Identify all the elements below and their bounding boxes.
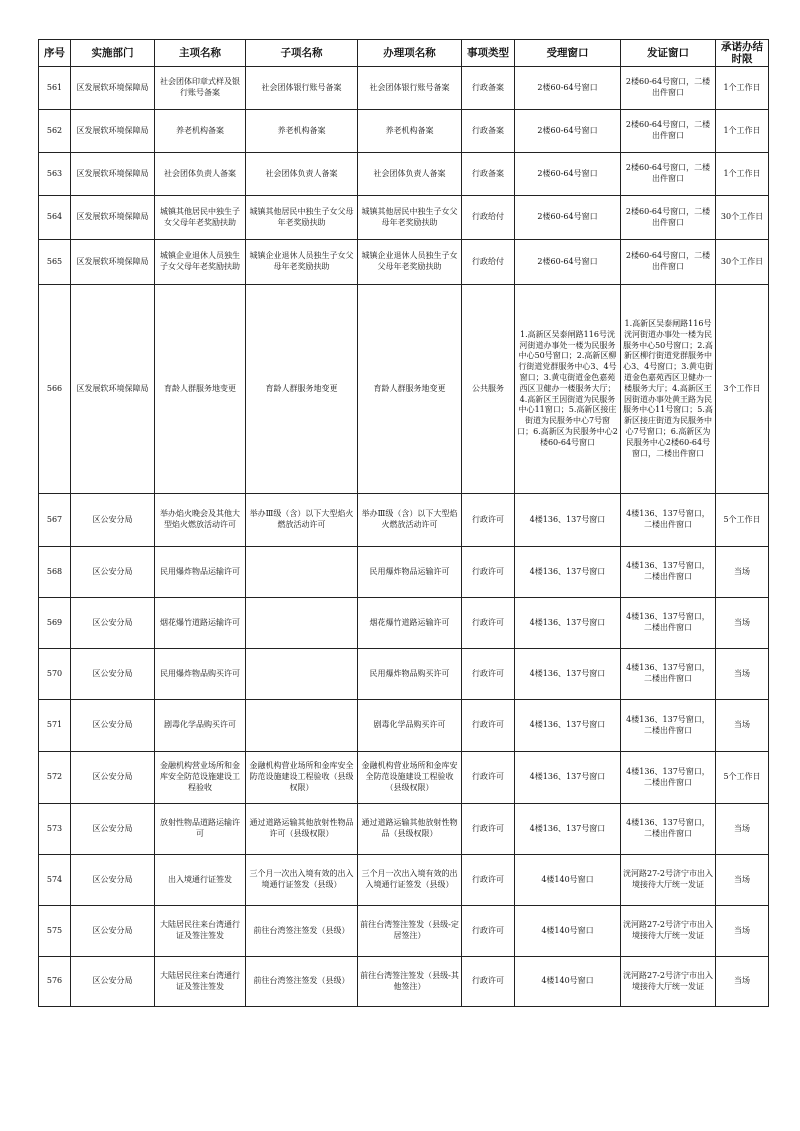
cell-issue: 4楼136、137号窗口，二楼出件窗口 xyxy=(621,752,716,804)
col-header-main: 主项名称 xyxy=(155,40,246,67)
cell-main: 民用爆炸物品运输许可 xyxy=(155,547,246,598)
table-row xyxy=(39,196,769,240)
cell-item: 城镇其他居民中独生子女父母年老奖励扶助 xyxy=(358,196,462,240)
cell-main: 养老机构备案 xyxy=(155,110,246,153)
cell-limit: 当场 xyxy=(716,855,769,906)
cell-type: 行政许可 xyxy=(462,700,515,752)
col-header-type: 事项类型 xyxy=(462,40,515,67)
cell-limit: 5个工作日 xyxy=(716,494,769,547)
cell-limit: 当场 xyxy=(716,700,769,752)
cell-limit: 当场 xyxy=(716,598,769,649)
cell-item: 烟花爆竹道路运输许可 xyxy=(358,598,462,649)
cell-item: 前往台湾签注签发（县级-定居签注） xyxy=(358,906,462,957)
cell-accept: 4楼136、137号窗口 xyxy=(515,547,621,598)
cell-main: 金融机构营业场所和金库安全防范设施建设工程验收 xyxy=(155,752,246,804)
cell-item: 社会团体银行账号备案 xyxy=(358,67,462,110)
cell-item: 三个月一次出入境有效的出入境通行证签发（县级） xyxy=(358,855,462,906)
cell-accept: 4楼136、137号窗口 xyxy=(515,700,621,752)
table-row xyxy=(39,752,769,804)
cell-limit: 30个工作日 xyxy=(716,196,769,240)
cell-dept: 区公安分局 xyxy=(71,700,155,752)
cell-issue: 2楼60-64号窗口，二楼出件窗口 xyxy=(621,196,716,240)
cell-no: 567 xyxy=(39,494,71,547)
cell-sub: 城镇其他居民中独生子女父母年老奖励扶助 xyxy=(246,196,358,240)
cell-no: 562 xyxy=(39,110,71,153)
col-header-item: 办理项名称 xyxy=(358,40,462,67)
cell-limit: 当场 xyxy=(716,804,769,855)
cell-accept: 4楼136、137号窗口 xyxy=(515,649,621,700)
cell-main: 出入境通行证签发 xyxy=(155,855,246,906)
table-row xyxy=(39,494,769,547)
cell-main: 城镇其他居民中独生子女父母年老奖励扶助 xyxy=(155,196,246,240)
cell-limit: 当场 xyxy=(716,906,769,957)
cell-sub: 通过道路运输其他放射性物品许可（县级权限） xyxy=(246,804,358,855)
cell-type: 行政许可 xyxy=(462,494,515,547)
cell-accept: 2楼60-64号窗口 xyxy=(515,196,621,240)
col-header-limit: 承诺办结时限 xyxy=(716,40,769,67)
cell-issue: 1.高新区吴泰闸路116号洸河街道办事处一楼为民服务中心50号窗口；2.高新区柳行街道党群服务中心3、4号窗口；3.黄屯街道金色嘉苑西区卫健办一楼服务大厅；4.高新区王因街道办事处黄王路为民服务中心11号窗口；5.高新区接庄街道为民服务中心7号窗口；6.高新区为民服务中心2楼60-64号窗口，二楼出件窗口 xyxy=(621,285,716,494)
cell-no: 565 xyxy=(39,240,71,285)
cell-type: 行政许可 xyxy=(462,649,515,700)
cell-accept: 1.高新区吴泰闸路116号洸河街道办事处一楼为民服务中心50号窗口；2.高新区柳行街道党群服务中心3、4号窗口；3.黄屯街道金色嘉苑西区卫健办一楼服务大厅；4.高新区王因街道为民服务中心11窗口；5.高新区接庄街道为民服务中心7号窗口；6.高新区为民服务中心2楼60-64号窗口 xyxy=(515,285,621,494)
cell-limit: 当场 xyxy=(716,649,769,700)
cell-limit: 当场 xyxy=(716,957,769,1007)
cell-dept: 区发展软环境保障局 xyxy=(71,110,155,153)
cell-limit: 1个工作日 xyxy=(716,67,769,110)
cell-issue: 4楼136、137号窗口，二楼出件窗口 xyxy=(621,494,716,547)
cell-item: 通过道路运输其他放射性物品（县级权限） xyxy=(358,804,462,855)
cell-main: 举办焰火晚会及其他大型焰火燃放活动许可 xyxy=(155,494,246,547)
cell-issue: 4楼136、137号窗口，二楼出件窗口 xyxy=(621,649,716,700)
cell-no: 568 xyxy=(39,547,71,598)
table-row xyxy=(39,700,769,752)
cell-dept: 区发展软环境保障局 xyxy=(71,67,155,110)
cell-dept: 区发展软环境保障局 xyxy=(71,285,155,494)
cell-issue: 洸河路27-2号济宁市出入境接待大厅统一发证 xyxy=(621,957,716,1007)
cell-no: 563 xyxy=(39,153,71,196)
cell-limit: 1个工作日 xyxy=(716,110,769,153)
cell-type: 行政许可 xyxy=(462,957,515,1007)
cell-accept: 4楼140号窗口 xyxy=(515,906,621,957)
cell-type: 行政许可 xyxy=(462,598,515,649)
cell-type: 行政给付 xyxy=(462,240,515,285)
cell-dept: 区公安分局 xyxy=(71,649,155,700)
cell-dept: 区公安分局 xyxy=(71,752,155,804)
cell-accept: 2楼60-64号窗口 xyxy=(515,153,621,196)
cell-issue: 2楼60-64号窗口，二楼出件窗口 xyxy=(621,240,716,285)
cell-sub: 社会团体负责人备案 xyxy=(246,153,358,196)
cell-sub: 育龄人群服务地变更 xyxy=(246,285,358,494)
table-row xyxy=(39,67,769,110)
cell-item: 民用爆炸物品运输许可 xyxy=(358,547,462,598)
cell-main: 城镇企业退休人员独生子女父母年老奖励扶助 xyxy=(155,240,246,285)
cell-dept: 区公安分局 xyxy=(71,855,155,906)
table-row xyxy=(39,957,769,1007)
cell-sub: 养老机构备案 xyxy=(246,110,358,153)
cell-accept: 2楼60-64号窗口 xyxy=(515,240,621,285)
cell-no: 572 xyxy=(39,752,71,804)
col-header-issue: 发证窗口 xyxy=(621,40,716,67)
cell-sub: 城镇企业退休人员独生子女父母年老奖励扶助 xyxy=(246,240,358,285)
cell-item: 养老机构备案 xyxy=(358,110,462,153)
cell-type: 行政备案 xyxy=(462,67,515,110)
cell-sub: 前往台湾签注签发（县级） xyxy=(246,906,358,957)
cell-limit: 1个工作日 xyxy=(716,153,769,196)
cell-item: 前往台湾签注签发（县级-其他签注） xyxy=(358,957,462,1007)
items-table xyxy=(38,39,769,1007)
cell-dept: 区公安分局 xyxy=(71,598,155,649)
cell-type: 公共服务 xyxy=(462,285,515,494)
cell-type: 行政备案 xyxy=(462,153,515,196)
cell-type: 行政许可 xyxy=(462,804,515,855)
table-row xyxy=(39,649,769,700)
cell-dept: 区公安分局 xyxy=(71,494,155,547)
table-row xyxy=(39,547,769,598)
table-row xyxy=(39,598,769,649)
table-row xyxy=(39,804,769,855)
cell-type: 行政给付 xyxy=(462,196,515,240)
cell-accept: 4楼140号窗口 xyxy=(515,855,621,906)
cell-accept: 2楼60-64号窗口 xyxy=(515,110,621,153)
cell-item: 社会团体负责人备案 xyxy=(358,153,462,196)
cell-item: 民用爆炸物品购买许可 xyxy=(358,649,462,700)
cell-no: 561 xyxy=(39,67,71,110)
cell-dept: 区公安分局 xyxy=(71,957,155,1007)
table-row xyxy=(39,153,769,196)
col-header-dept: 实施部门 xyxy=(71,40,155,67)
cell-type: 行政许可 xyxy=(462,547,515,598)
cell-issue: 2楼60-64号窗口，二楼出件窗口 xyxy=(621,110,716,153)
cell-limit: 3个工作日 xyxy=(716,285,769,494)
cell-sub: 前往台湾签注签发（县级） xyxy=(246,957,358,1007)
cell-main: 大陆居民往来台湾通行证及签注签发 xyxy=(155,957,246,1007)
cell-issue: 洸河路27-2号济宁市出入境接待大厅统一发证 xyxy=(621,906,716,957)
cell-type: 行政备案 xyxy=(462,110,515,153)
cell-no: 569 xyxy=(39,598,71,649)
cell-accept: 2楼60-64号窗口 xyxy=(515,67,621,110)
cell-accept: 4楼136、137号窗口 xyxy=(515,804,621,855)
cell-limit: 5个工作日 xyxy=(716,752,769,804)
cell-no: 573 xyxy=(39,804,71,855)
cell-sub xyxy=(246,547,358,598)
cell-type: 行政许可 xyxy=(462,855,515,906)
cell-main: 放射性物品道路运输许可 xyxy=(155,804,246,855)
cell-issue: 洸河路27-2号济宁市出入境接待大厅统一发证 xyxy=(621,855,716,906)
cell-no: 570 xyxy=(39,649,71,700)
cell-issue: 4楼136、137号窗口，二楼出件窗口 xyxy=(621,804,716,855)
cell-no: 564 xyxy=(39,196,71,240)
cell-accept: 4楼136、137号窗口 xyxy=(515,598,621,649)
cell-no: 576 xyxy=(39,957,71,1007)
cell-dept: 区发展软环境保障局 xyxy=(71,240,155,285)
cell-issue: 4楼136、137号窗口，二楼出件窗口 xyxy=(621,700,716,752)
cell-item: 剧毒化学品购买许可 xyxy=(358,700,462,752)
cell-sub: 举办Ⅲ级（含）以下大型焰火燃放活动许可 xyxy=(246,494,358,547)
table-row xyxy=(39,240,769,285)
col-header-accept: 受理窗口 xyxy=(515,40,621,67)
cell-issue: 2楼60-64号窗口，二楼出件窗口 xyxy=(621,67,716,110)
col-header-sub: 子项名称 xyxy=(246,40,358,67)
cell-sub xyxy=(246,649,358,700)
cell-no: 571 xyxy=(39,700,71,752)
table-row xyxy=(39,855,769,906)
cell-limit: 当场 xyxy=(716,547,769,598)
cell-accept: 4楼136、137号窗口 xyxy=(515,752,621,804)
cell-item: 举办Ⅲ级（含）以下大型焰火燃放活动许可 xyxy=(358,494,462,547)
table-body xyxy=(39,67,769,1007)
cell-dept: 区公安分局 xyxy=(71,906,155,957)
cell-no: 574 xyxy=(39,855,71,906)
cell-dept: 区发展软环境保障局 xyxy=(71,153,155,196)
cell-no: 566 xyxy=(39,285,71,494)
cell-no: 575 xyxy=(39,906,71,957)
cell-type: 行政许可 xyxy=(462,752,515,804)
cell-main: 民用爆炸物品购买许可 xyxy=(155,649,246,700)
cell-issue: 4楼136、137号窗口，二楼出件窗口 xyxy=(621,598,716,649)
cell-main: 社会团体负责人备案 xyxy=(155,153,246,196)
cell-main: 社会团体印章式样及银行账号备案 xyxy=(155,67,246,110)
col-header-no: 序号 xyxy=(39,40,71,67)
cell-type: 行政许可 xyxy=(462,906,515,957)
table-row xyxy=(39,906,769,957)
cell-sub: 金融机构营业场所和金库安全防范设施建设工程验收（县级权限） xyxy=(246,752,358,804)
table-row xyxy=(39,285,769,494)
cell-accept: 4楼140号窗口 xyxy=(515,957,621,1007)
cell-item: 育龄人群服务地变更 xyxy=(358,285,462,494)
cell-accept: 4楼136、137号窗口 xyxy=(515,494,621,547)
cell-sub: 三个月一次出入境有效的出入境通行证签发（县级） xyxy=(246,855,358,906)
cell-sub xyxy=(246,700,358,752)
cell-main: 烟花爆竹道路运输许可 xyxy=(155,598,246,649)
cell-limit: 30个工作日 xyxy=(716,240,769,285)
cell-issue: 4楼136、137号窗口，二楼出件窗口 xyxy=(621,547,716,598)
cell-dept: 区发展软环境保障局 xyxy=(71,196,155,240)
table-row xyxy=(39,110,769,153)
cell-main: 育龄人群服务地变更 xyxy=(155,285,246,494)
cell-main: 大陆居民往来台湾通行证及签注签发 xyxy=(155,906,246,957)
cell-item: 城镇企业退休人员独生子女父母年老奖励扶助 xyxy=(358,240,462,285)
cell-dept: 区公安分局 xyxy=(71,804,155,855)
cell-item: 金融机构营业场所和金库安全防范设施建设工程验收（县级权限） xyxy=(358,752,462,804)
header-row xyxy=(39,40,769,67)
cell-dept: 区公安分局 xyxy=(71,547,155,598)
cell-main: 剧毒化学品购买许可 xyxy=(155,700,246,752)
cell-issue: 2楼60-64号窗口，二楼出件窗口 xyxy=(621,153,716,196)
cell-sub xyxy=(246,598,358,649)
cell-sub: 社会团体银行账号备案 xyxy=(246,67,358,110)
